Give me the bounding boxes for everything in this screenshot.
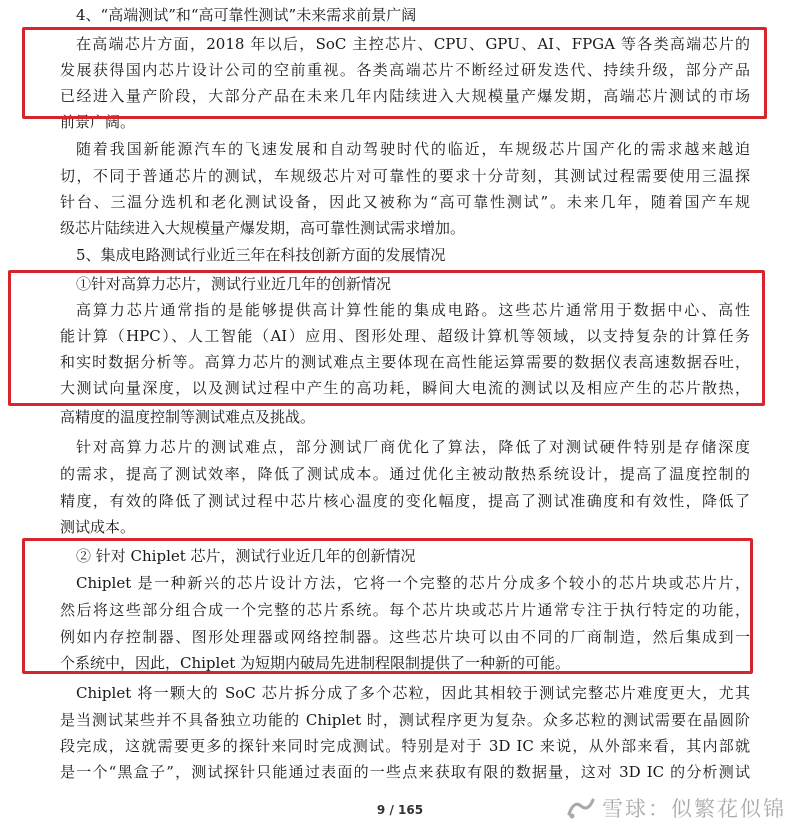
paragraph-line: 已经进入量产阶段，大部分产品在未来几年内陆续进入大规模量产爆发期，高端芯片测试的市场 bbox=[60, 87, 750, 105]
paragraph-line: 的需求，提高了测试效率，降低了测试成本。通过优化主被动散热系统设计，提高了温度控制的 bbox=[60, 465, 750, 483]
paragraph-line: 是当测试某些并不具备独立功能的 Chiplet 时，测试程序更为复杂。众多芯粒的测试需要在晶圆阶 bbox=[60, 711, 750, 729]
paragraph-line: Chiplet 将一颗大的 SoC 芯片拆分成了多个芯粒，因此其相较于测试完整芯片难度更大，尤其 bbox=[76, 684, 750, 702]
paragraph-line: 高算力芯片通常指的是能够提供高计算性能的集成电路。这些芯片通常用于数据中心、高性 bbox=[76, 301, 750, 319]
paragraph-line: 前景广阔。 bbox=[60, 113, 136, 131]
paragraph-line: 能计算（HPC）、人工智能（AI）应用、图形处理、超级计算机等领域，以支持复杂的计算任务 bbox=[60, 327, 750, 345]
paragraph-line: 精度，有效的降低了测试过程中芯片核心温度的变化幅度，提高了测试准确度和有效性，降低了 bbox=[60, 492, 750, 510]
paragraph-line: 测试成本。 bbox=[60, 518, 136, 536]
highlight-box bbox=[8, 270, 765, 406]
paragraph-line: 和实时数据分析等。高算力芯片的测试难点主要体现在高性能运算需要的数据仪表高速数据吞吐， bbox=[60, 353, 750, 371]
paragraph-line: 在高端芯片方面，2018 年以后，SoC 主控芯片、CPU、GPU、AI、FPGA 等各类高端芯片的 bbox=[76, 35, 750, 53]
paragraph-line: 级芯片陆续进入大规模量产爆发期，高可靠性测试需求增加。 bbox=[60, 219, 466, 237]
page-number: 9 / 165 bbox=[376, 803, 424, 817]
paragraph-line: 例如内存控制器、图形处理器或网络控制器。这些芯片块可以由不同的厂商制造，然后集成到一 bbox=[60, 628, 750, 646]
paragraph-line: 针台、三温分选机和老化测试设备，因此又被称为“高可靠性测试”。未来几年，随着国产车规 bbox=[60, 193, 750, 211]
section-heading: 5、集成电路测试行业近三年在科技创新方面的发展情况 bbox=[76, 246, 446, 264]
highlight-box bbox=[22, 538, 753, 674]
paragraph-line: 切，不同于普通芯片的测试，车规级芯片对可靠性的要求十分苛刻，其测试过程需要使用三温探 bbox=[60, 167, 750, 185]
paragraph-line: Chiplet 是一种新兴的芯片设计方法，它将一个完整的芯片分成多个较小的芯片块或芯片片， bbox=[76, 574, 750, 592]
paragraph-line: 个系统中，因此，Chiplet 为短期内破局先进制程限制提供了一种新的可能。 bbox=[60, 654, 571, 672]
watermark-text: 雪球：似繁花似锦 bbox=[602, 797, 786, 821]
paragraph-line: 发展获得国内芯片设计公司的空前重视。各类高端芯片不断经过研发迭代、持续升级，部分产品 bbox=[60, 61, 750, 79]
subsection-heading: ①针对高算力芯片，测试行业近几年的创新情况 bbox=[76, 275, 392, 293]
subsection-heading: ② 针对 Chiplet 芯片，测试行业近几年的创新情况 bbox=[76, 547, 416, 565]
section-heading: 4、“高端测试”和“高可靠性测试”未来需求前景广阔 bbox=[76, 6, 417, 24]
paragraph-line: 然后将这些部分组合成一个完整的芯片系统。每个芯片块或芯片片通常专注于执行特定的功能， bbox=[60, 601, 750, 619]
paragraph-line: 针对高算力芯片的测试难点，部分测试厂商优化了算法，降低了对测试硬件特别是存储深度 bbox=[76, 438, 750, 456]
paragraph-line: 段完成，这就需要更多的探针来同时完成测试。特别是对于 3D IC 来说，从外部来看，其内部就 bbox=[60, 737, 750, 755]
paragraph-line: 大测试向量深度，以及测试过程中产生的高功耗，瞬间大电流的测试以及相应产生的芯片散热， bbox=[60, 379, 750, 397]
paragraph-line: 是一个“黑盒子”，测试探针只能通过表面的一些点来获取有限的数据量，这对 3D IC 的分析测试 bbox=[60, 763, 750, 781]
paragraph-line: 高精度的温度控制等测试难点及挑战。 bbox=[60, 408, 316, 426]
watermark bbox=[566, 793, 786, 823]
highlight-box bbox=[22, 27, 767, 119]
snowball-logo-icon bbox=[566, 796, 596, 820]
paragraph-line: 随着我国新能源汽车的飞速发展和自动驾驶时代的临近，车规级芯片国产化的需求越来越迫 bbox=[76, 140, 750, 158]
